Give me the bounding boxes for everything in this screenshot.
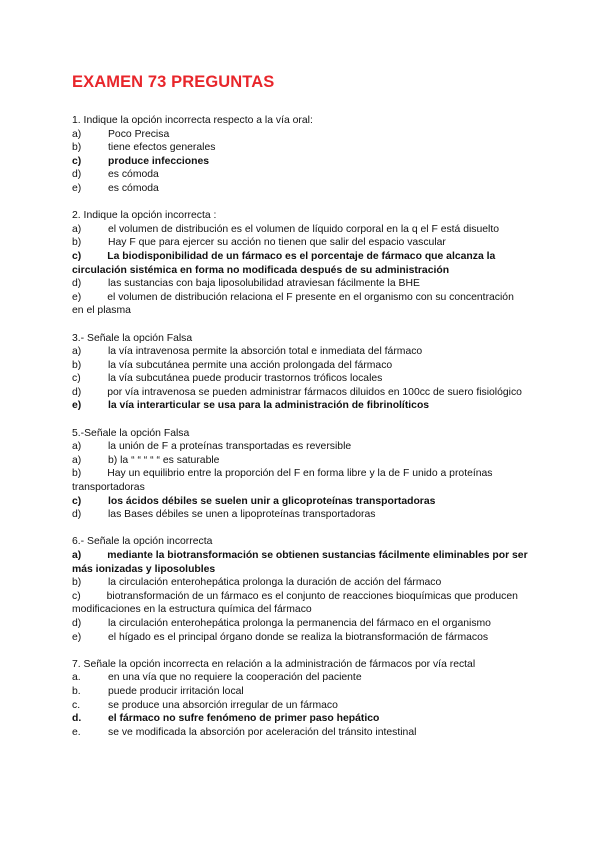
option-text: la unión de F a proteínas transportadas es reversible xyxy=(108,441,352,453)
answer-option xyxy=(72,236,528,250)
option-letter: d) xyxy=(72,386,82,398)
question-title: 5.-Señale la opción Falsa xyxy=(72,427,190,439)
answer-option xyxy=(72,291,528,318)
option-letter: d. xyxy=(72,713,82,725)
option-text: puede producir irritación local xyxy=(108,685,244,697)
option-text: los ácidos débiles se suelen unir a glicoproteínas transportadoras xyxy=(108,495,436,507)
question-title: 6.- Señale la opción incorrecta xyxy=(72,536,213,548)
option-text: se ve modificada la absorción por aceleración del tránsito intestinal xyxy=(108,726,417,738)
option-text: la vía interarticular se usa para la administración de fibrinolíticos xyxy=(108,400,430,412)
answer-option xyxy=(72,576,528,590)
option-text: produce infecciones xyxy=(108,155,210,167)
answer-option xyxy=(72,467,528,494)
option-text: la vía subcutánea puede producir trastornos tróficos locales xyxy=(108,373,383,385)
option-letter: e) xyxy=(72,400,82,412)
option-text: b) la “ “ “ “ “ es saturable xyxy=(108,454,220,466)
option-letter: a) xyxy=(72,128,82,140)
answer-option xyxy=(72,454,528,468)
option-letter: c) xyxy=(72,250,82,262)
answer-option xyxy=(72,359,528,373)
answer-option xyxy=(72,128,528,142)
option-text: las sustancias con baja liposolubilidad atraviesan fácilmente la BHE xyxy=(108,278,420,290)
answer-option xyxy=(72,223,528,237)
option-text: la circulación enterohepática prolonga la permanencia del fármaco en el organismo xyxy=(108,617,491,629)
option-letter: d) xyxy=(72,278,82,290)
option-letter: e. xyxy=(72,726,81,738)
answer-option xyxy=(72,590,528,617)
option-text: el volumen de distribución es el volumen de líquido corporal en la q el F está disuelto xyxy=(108,223,500,235)
option-letter: a) xyxy=(72,441,82,453)
question-block xyxy=(72,114,528,196)
option-letter: a) xyxy=(72,454,82,466)
option-letter: b) xyxy=(72,237,82,249)
question-title: 7. Señale la opción incorrecta en relación a la administración de fármacos por vía rectal xyxy=(72,658,476,670)
answer-option xyxy=(72,671,528,685)
option-letter: a. xyxy=(72,672,81,684)
option-letter: b. xyxy=(72,685,81,697)
answer-option xyxy=(72,712,528,726)
option-letter: c) xyxy=(72,590,81,602)
question-block xyxy=(72,535,528,644)
question-block xyxy=(72,427,528,522)
question-title: 3.- Señale la opción Falsa xyxy=(72,332,193,344)
option-text: La biodisponibilidad de un fármaco es el porcentaje de fármaco que alcanza la circulación sistémica en forma no modificada después de su administración xyxy=(72,250,496,276)
answer-option xyxy=(72,345,528,359)
option-letter: c. xyxy=(72,699,81,711)
option-letter: e) xyxy=(72,182,82,194)
answer-option xyxy=(72,277,528,291)
option-text: la circulación enterohepática prolonga la duración de acción del fármaco xyxy=(108,577,442,589)
option-letter: b) xyxy=(72,468,82,480)
question-block xyxy=(72,658,528,740)
question-title: 2. Indique la opción incorrecta : xyxy=(72,210,217,222)
option-text: Hay un equilibrio entre la proporción del F en forma libre y la de F unido a proteínas transportadoras xyxy=(72,468,493,494)
option-text: el volumen de distribución relaciona el F presente en el organismo con su concentración en el plasma xyxy=(72,291,514,317)
answer-option xyxy=(72,182,528,196)
option-text: Hay F que para ejercer su acción no tienen que salir del espacio vascular xyxy=(108,237,446,249)
option-text: la vía intravenosa permite la absorción total e inmediata del fármaco xyxy=(108,346,423,358)
option-text: las Bases débiles se unen a lipoproteínas transportadoras xyxy=(108,509,376,521)
question-block xyxy=(72,209,528,318)
option-text: el fármaco no sufre fenómeno de primer paso hepático xyxy=(108,713,380,725)
option-letter: e) xyxy=(72,631,82,643)
option-text: por vía intravenosa se pueden administrar fármacos diluidos en 100cc de suero fisiológico xyxy=(107,386,522,398)
question-list xyxy=(72,114,528,753)
option-letter: b) xyxy=(72,577,82,589)
answer-option xyxy=(72,372,528,386)
option-text: en una vía que no requiere la cooperación del paciente xyxy=(108,672,362,684)
answer-option xyxy=(72,155,528,169)
option-text: tiene efectos generales xyxy=(108,142,216,154)
answer-option xyxy=(72,250,528,277)
option-text: es cómoda xyxy=(108,169,159,181)
option-letter: b) xyxy=(72,142,82,154)
option-letter: d) xyxy=(72,617,82,629)
option-text: la vía subcutánea permite una acción prolongada del fármaco xyxy=(108,359,393,371)
option-letter: e) xyxy=(72,291,82,303)
answer-option xyxy=(72,386,528,400)
option-letter: c) xyxy=(72,155,82,167)
answer-option xyxy=(72,399,528,413)
answer-option xyxy=(72,495,528,509)
option-text: biotransformación de un fármaco es el conjunto de reacciones bioquímicas que producen modificaciones en la estructura química del fármaco xyxy=(72,590,518,616)
exam-title: EXAMEN 73 PREGUNTAS xyxy=(72,73,275,91)
answer-option xyxy=(72,631,528,645)
option-letter: a) xyxy=(72,550,82,561)
option-letter: a) xyxy=(72,346,82,358)
option-text: se produce una absorción irregular de un fármaco xyxy=(108,699,338,711)
option-letter: d) xyxy=(72,169,82,181)
option-letter: a) xyxy=(72,223,82,235)
answer-option xyxy=(72,699,528,713)
option-text: Poco Precisa xyxy=(108,128,170,140)
answer-option xyxy=(72,141,528,155)
answer-option xyxy=(72,726,528,740)
option-letter: d) xyxy=(72,509,82,521)
answer-option xyxy=(72,168,528,182)
question-title: 1. Indique la opción incorrecta respecto a la vía oral: xyxy=(72,115,313,126)
answer-option xyxy=(72,440,528,454)
answer-option xyxy=(72,549,528,576)
option-text: mediante la biotransformación se obtienen sustancias fácilmente eliminables por ser más ionizadas y liposolubles xyxy=(72,550,528,575)
answer-option xyxy=(72,508,528,522)
answer-option xyxy=(72,617,528,631)
option-text: es cómoda xyxy=(108,182,159,194)
option-letter: c) xyxy=(72,373,81,385)
option-letter: b) xyxy=(72,359,82,371)
question-block xyxy=(72,332,528,414)
answer-option xyxy=(72,685,528,699)
option-letter: c) xyxy=(72,495,82,507)
option-text: el hígado es el principal órgano donde se realiza la biotransformación de fármacos xyxy=(108,631,489,643)
